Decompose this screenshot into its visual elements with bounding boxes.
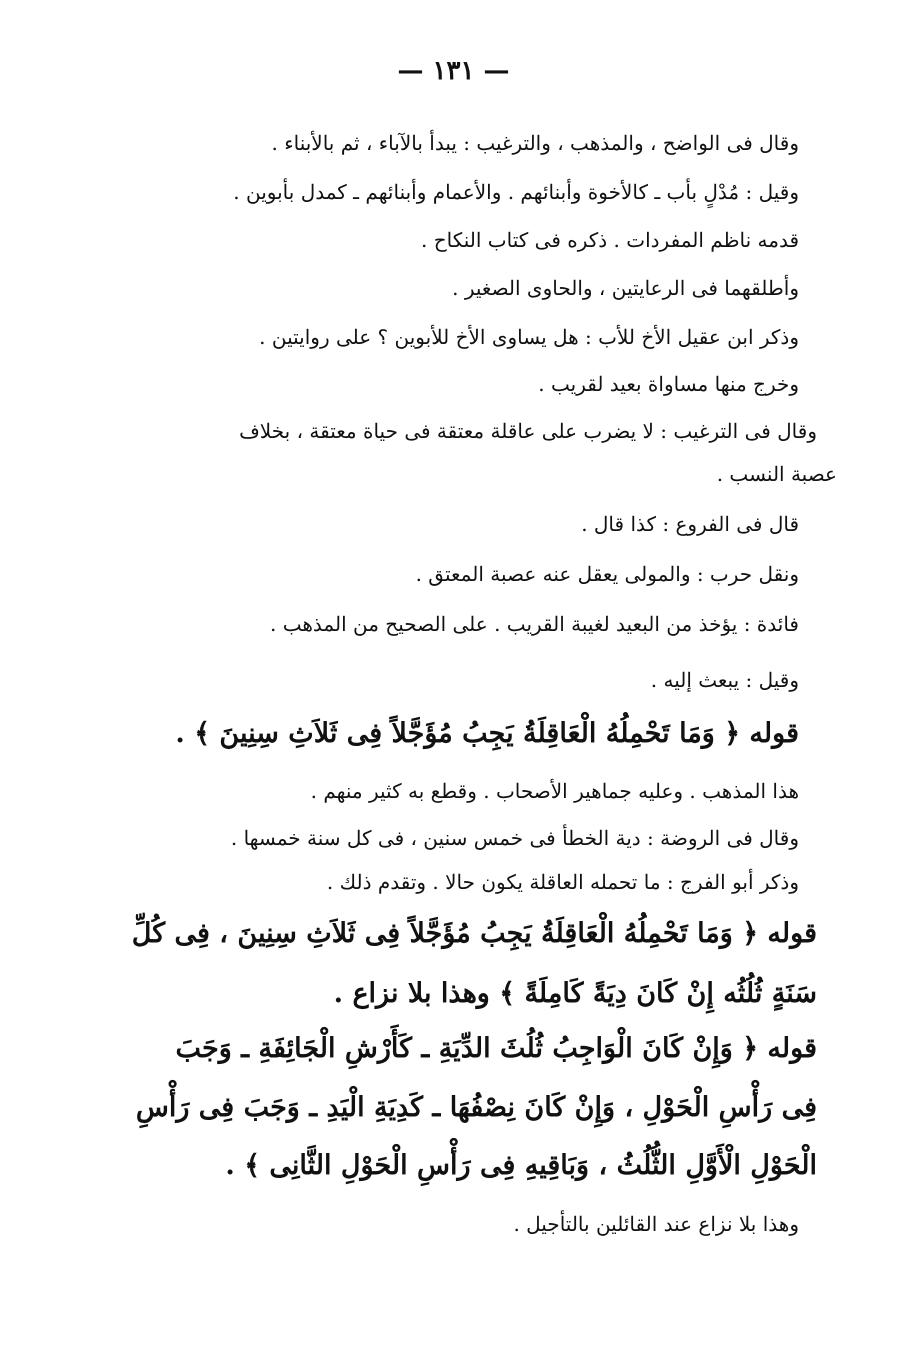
text-line: وهذا بلا نزاع عند القائلين بالتأجيل . xyxy=(513,1212,799,1236)
text-line: قال فى الفروع : كذا قال . xyxy=(581,512,799,536)
text-line: هذا المذهب . وعليه جماهير الأصحاب . وقطع به كثير منهم . xyxy=(310,779,799,803)
text-line: وقيل : مُدْلٍ بأب ـ كالأخوة وأبنائهم . والأعمام وأبنائهم ـ كمدل بأبوين . xyxy=(233,180,799,204)
quran-quote-line: سَنَةٍ ثُلُثُه إِنْ كَانَ دِيَةً كَامِلَةً ﴾ وهذا بلا نزاع . xyxy=(333,978,817,1009)
text-line: وخرج منها مساواة بعيد لقريب . xyxy=(538,372,799,396)
quran-quote-line: قوله ﴿ وَمَا تَحْمِلُهُ الْعَاقِلَةُ يَجِبُ مُؤَجَّلاً فِى ثَلاَثِ سِنِينَ ﴾ . xyxy=(175,718,799,749)
text-line: وذكر أبو الفرج : ما تحمله العاقلة يكون حالا . وتقدم ذلك . xyxy=(326,870,799,894)
text-line: وأطلقهما فى الرعايتين ، والحاوى الصغير . xyxy=(452,276,799,300)
text-line: قدمه ناظم المفردات . ذكره فى كتاب النكاح . xyxy=(421,228,799,252)
text-line: وقيل : يبعث إليه . xyxy=(650,668,799,692)
quran-quote-line: الْحَوْلِ الْأَوَّلِ الثُّلُثُ ، وَبَاقِيهِ فِى رَأْسِ الْحَوْلِ الثَّانِى ﴾ . xyxy=(225,1150,817,1181)
quran-quote-line: فِى رَأْسِ الْحَوْلِ ، وَإِنْ كَانَ نِصْفُهَا ـ كَدِيَةِ الْيَدِ ـ وَجَبَ فِى رَأْسِ xyxy=(135,1092,817,1123)
text-line: عصبة النسب . xyxy=(716,462,837,486)
text-line: وذكر ابن عقيل الأخ للأب : هل يساوى الأخ للأبوين ؟ على روايتين . xyxy=(259,325,799,349)
text-line: ونقل حرب : والمولى يعقل عنه عصبة المعتق . xyxy=(415,562,799,586)
quran-quote-line: قوله ﴿ وَإِنْ كَانَ الْوَاجِبُ ثُلُثَ الدِّيَةِ ـ كَأَرْشِ الْجَائِفَةِ ـ وَجَبَ xyxy=(175,1033,817,1064)
text-line: وقال فى الترغيب : لا يضرب على عاقلة معتقة فى حياة معتقة ، بخلاف xyxy=(239,419,817,443)
page-number: — ١٣١ — xyxy=(397,56,510,86)
quran-quote-line: قوله ﴿ وَمَا تَحْمِلُهُ الْعَاقِلَةُ يَجِبُ مُؤَجَّلاً فِى ثَلاَثِ سِنِينَ ، فِى كُلِّ xyxy=(131,918,817,949)
fa-ida-note: فائدة : يؤخذ من البعيد لغيبة القريب . على الصحيح من المذهب . xyxy=(270,612,799,636)
text-line: وقال فى الواضح ، والمذهب ، والترغيب : يبدأ بالآباء ، ثم بالأبناء . xyxy=(271,131,799,155)
text-line: وقال فى الروضة : دية الخطأ فى خمس سنين ، فى كل سنة خمسها . xyxy=(230,826,799,850)
